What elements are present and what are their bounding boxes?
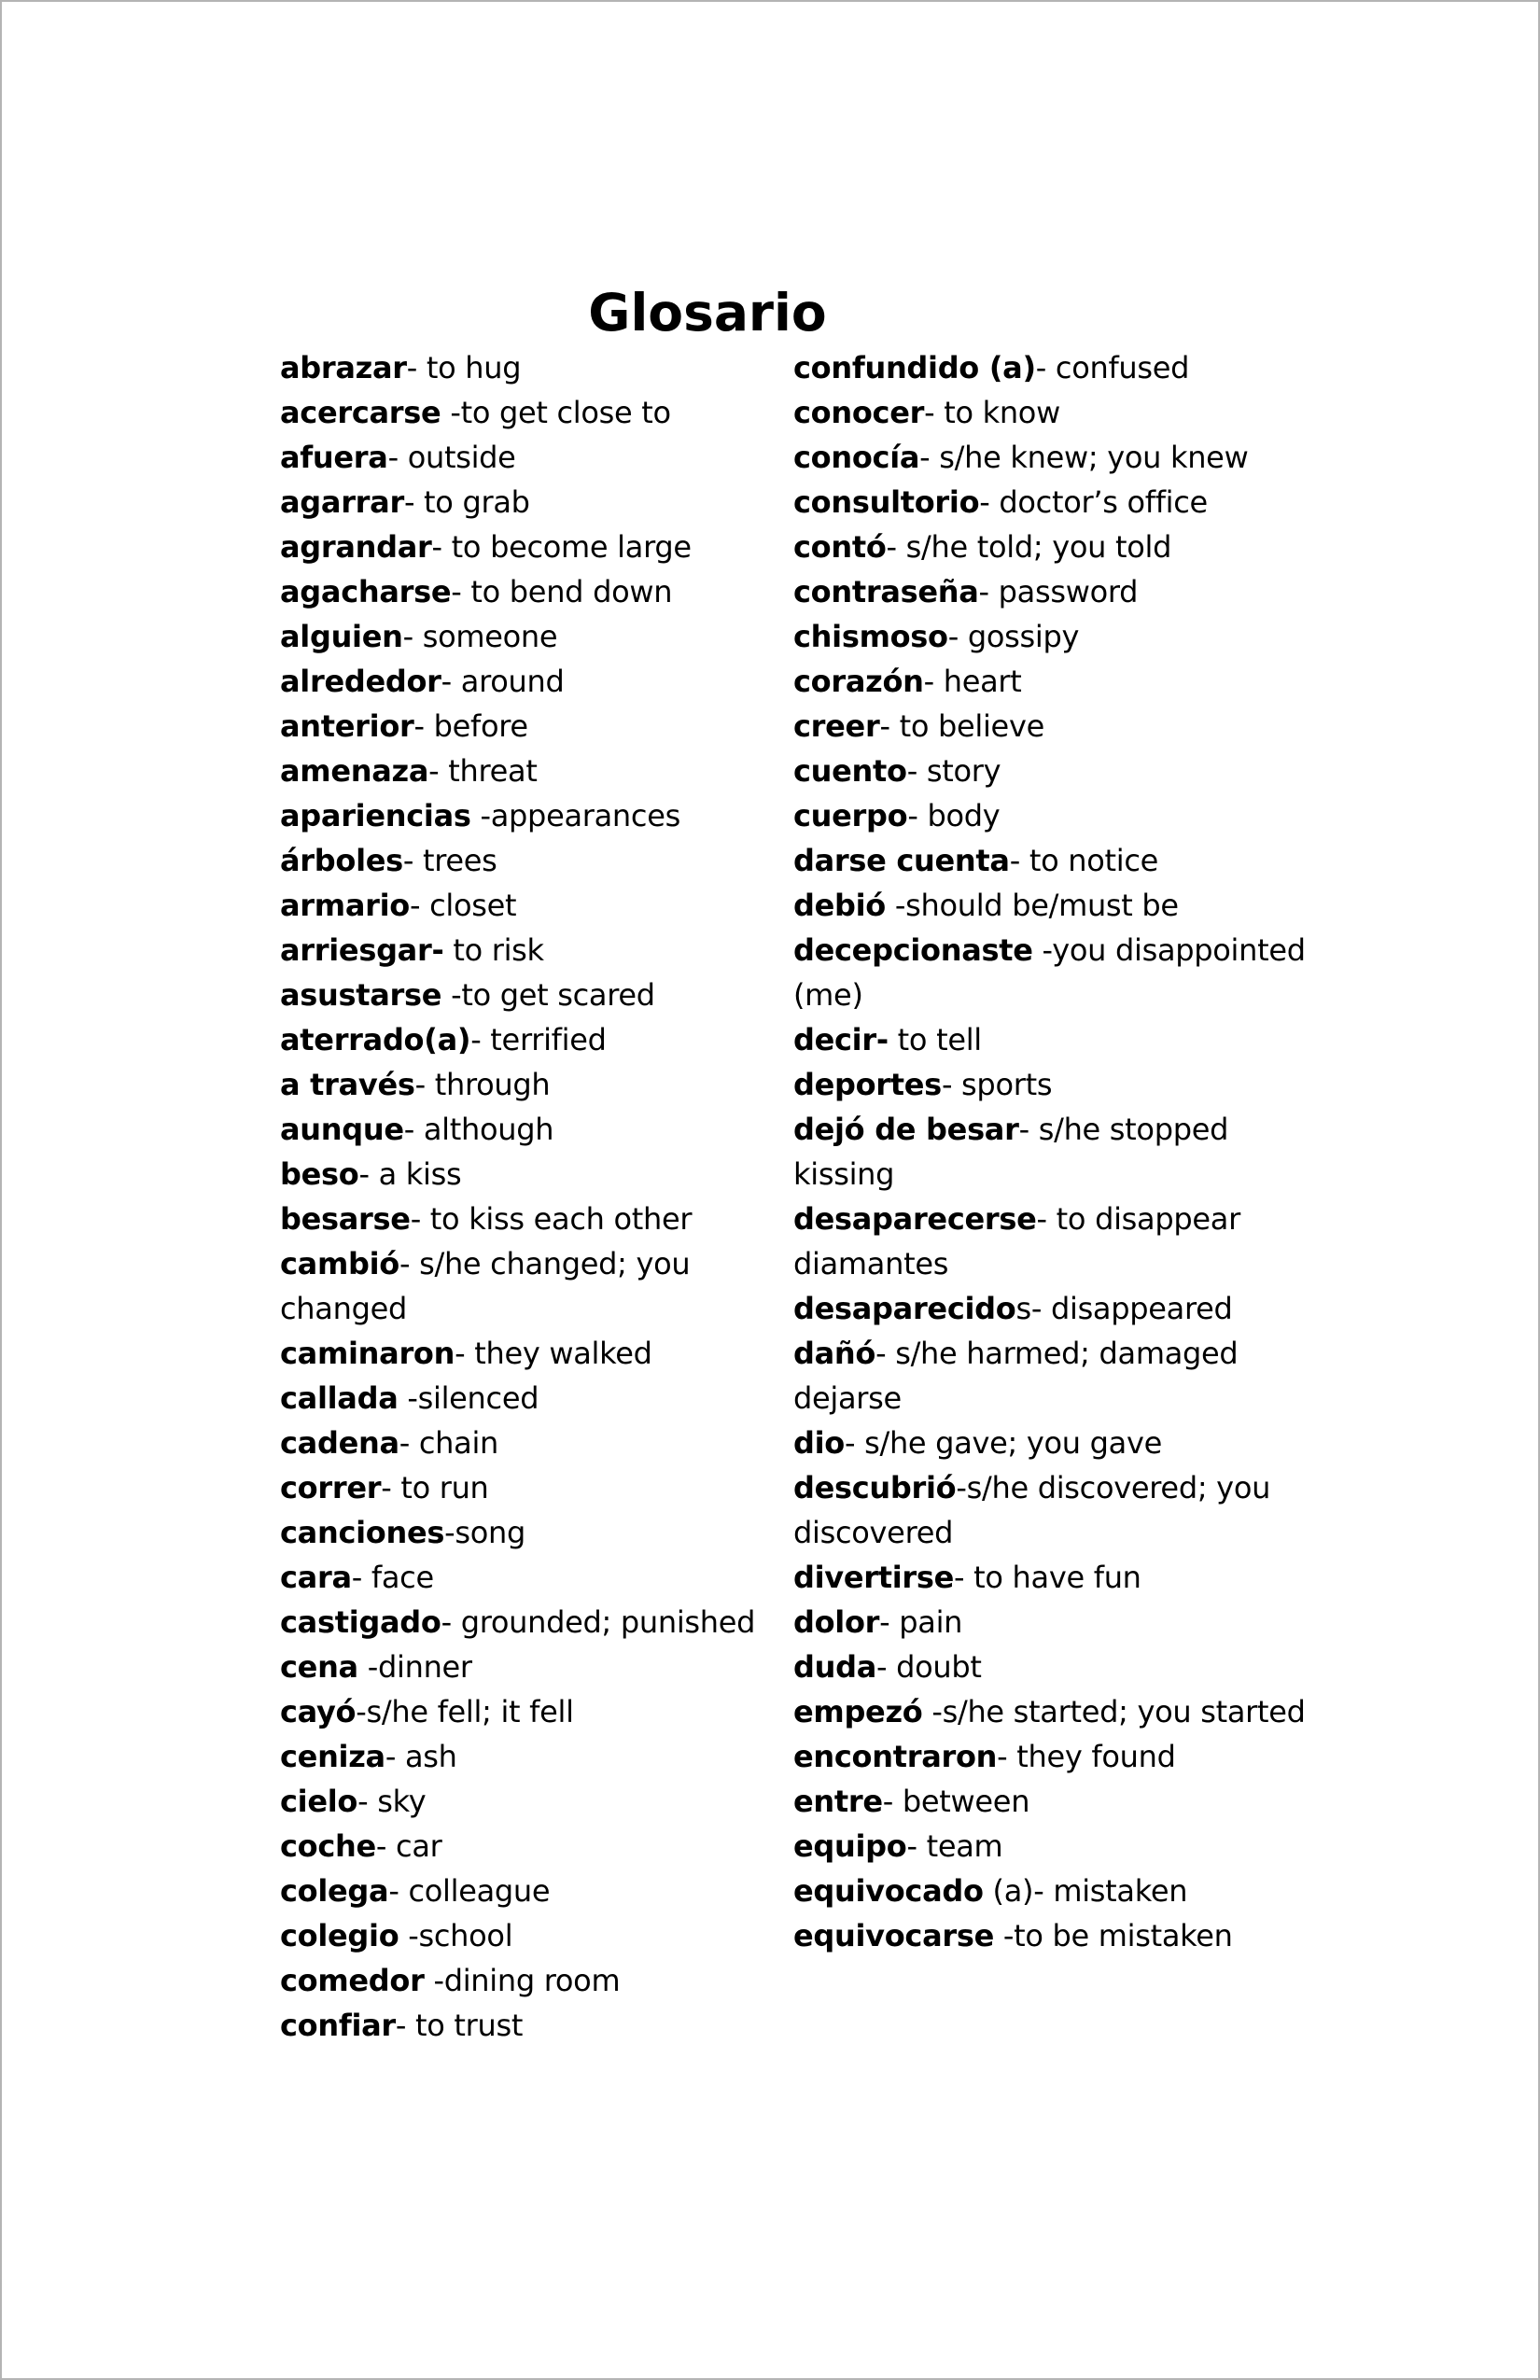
glossary-term: agacharse xyxy=(280,574,452,609)
glossary-definition: -dining room xyxy=(424,1963,621,1998)
glossary-term: dio xyxy=(793,1425,845,1461)
glossary-entry xyxy=(793,1689,1316,1734)
glossary-definition: - someone xyxy=(402,619,558,654)
glossary-definition: - story xyxy=(906,753,1001,789)
glossary-definition: - body xyxy=(907,798,1001,833)
glossary-entry xyxy=(793,1913,1316,1958)
glossary-entry xyxy=(280,1510,803,1555)
glossary-entry xyxy=(280,2003,803,2048)
glossary-term: cayó xyxy=(280,1694,357,1729)
glossary-entry xyxy=(793,480,1316,525)
glossary-definition: -s/he started; you started xyxy=(922,1694,1306,1729)
glossary-definition: - car xyxy=(375,1828,442,1864)
glossary-definition: - closet xyxy=(409,888,517,923)
glossary-definition: - they walked xyxy=(455,1336,652,1371)
glossary-term: decepcionaste xyxy=(793,932,1033,968)
glossary-entry xyxy=(280,1869,803,1913)
glossary-definition: to risk xyxy=(443,932,544,968)
glossary-definition: - to grab xyxy=(403,484,530,520)
glossary-term: equipo xyxy=(793,1828,907,1864)
glossary-entry xyxy=(280,614,803,659)
glossary-term: asustarse xyxy=(280,977,442,1013)
glossary-term: deportes xyxy=(793,1067,942,1102)
glossary-entry xyxy=(793,1555,1316,1600)
glossary-definition: -appearances xyxy=(470,798,680,833)
glossary-definition: - s/he told; you told xyxy=(886,529,1172,565)
glossary-term: conocía xyxy=(793,440,920,475)
glossary-term: desaparecido xyxy=(793,1291,1016,1326)
glossary-entry xyxy=(793,614,1316,659)
glossary-definition: - password xyxy=(978,574,1139,609)
glossary-term: duda xyxy=(793,1649,876,1685)
glossary-entry xyxy=(280,390,803,435)
glossary-entry xyxy=(793,390,1316,435)
glossary-definition: - outside xyxy=(387,440,516,475)
glossary-term: armario xyxy=(280,888,410,923)
glossary-definition: -s/he discovered; you discovered xyxy=(793,1470,1271,1550)
glossary-term: corazón xyxy=(793,664,924,699)
glossary-definition: (a)- mistaken xyxy=(983,1873,1188,1909)
glossary-entry xyxy=(793,1062,1316,1107)
glossary-definition: - s/he knew; you knew xyxy=(919,440,1249,475)
glossary-term: besarse xyxy=(280,1201,411,1237)
glossary-definition: - to notice xyxy=(1009,843,1158,878)
glossary-entry xyxy=(793,525,1316,569)
glossary-term: cuerpo xyxy=(793,798,908,833)
glossary-entry xyxy=(280,1062,803,1107)
glossary-term: coche xyxy=(280,1828,376,1864)
glossary-term: ceniza xyxy=(280,1739,385,1774)
glossary-term: dejó de besar xyxy=(793,1112,1019,1147)
glossary-definition: - through xyxy=(414,1067,551,1102)
glossary-definition: - to disappear diamantes xyxy=(793,1201,1240,1281)
glossary-term: abrazar xyxy=(280,350,407,385)
glossary-definition: - around xyxy=(441,664,565,699)
glossary-term: callada xyxy=(280,1380,399,1416)
glossary-entry xyxy=(793,1421,1316,1465)
glossary-entry xyxy=(793,1734,1316,1779)
glossary-entry xyxy=(280,793,803,838)
glossary-term: afuera xyxy=(280,440,388,475)
glossary-term: dolor xyxy=(793,1604,880,1640)
glossary-definition: - to hug xyxy=(406,350,522,385)
glossary-definition: - to run xyxy=(381,1470,489,1505)
glossary-term: dañó xyxy=(793,1336,876,1371)
glossary-term: cena xyxy=(280,1649,358,1685)
glossary-entry xyxy=(280,435,803,480)
glossary-term: agrandar xyxy=(280,529,432,565)
glossary-definition: - pain xyxy=(879,1604,963,1640)
glossary-term: equivocado xyxy=(793,1873,984,1909)
glossary-definition: - to have fun xyxy=(954,1560,1141,1595)
glossary-definition: - to kiss each other xyxy=(410,1201,693,1237)
glossary-entry xyxy=(793,345,1316,390)
glossary-term: caminaron xyxy=(280,1336,455,1371)
glossary-entry xyxy=(280,883,803,928)
glossary-column-right xyxy=(793,345,1316,1958)
glossary-term: cambió xyxy=(280,1246,399,1281)
glossary-term: acercarse xyxy=(280,395,441,430)
glossary-entry xyxy=(280,1824,803,1869)
glossary-entry xyxy=(280,345,803,390)
glossary-entry xyxy=(280,1107,803,1152)
glossary-entry xyxy=(793,928,1316,1017)
glossary-entry xyxy=(793,1824,1316,1869)
glossary-entry xyxy=(793,838,1316,883)
glossary-term: entre xyxy=(793,1784,883,1819)
glossary-term: creer xyxy=(793,708,880,744)
glossary-definition: - to bend down xyxy=(451,574,673,609)
glossary-definition: - doubt xyxy=(876,1649,982,1685)
glossary-entry xyxy=(280,659,803,704)
glossary-entry xyxy=(280,1421,803,1465)
glossary-term: empezó xyxy=(793,1694,923,1729)
glossary-definition: - trees xyxy=(402,843,497,878)
glossary-entry xyxy=(280,1376,803,1421)
glossary-definition: - to know xyxy=(924,395,1060,430)
glossary-term: decir- xyxy=(793,1022,889,1057)
glossary-entry xyxy=(280,749,803,793)
glossary-definition: - to trust xyxy=(395,2008,524,2043)
glossary-term: colega xyxy=(280,1873,389,1909)
glossary-entry xyxy=(793,435,1316,480)
glossary-definition: - confused xyxy=(1035,350,1190,385)
glossary-definition: - to believe xyxy=(879,708,1044,744)
glossary-definition: - gossipy xyxy=(947,619,1080,654)
glossary-definition: s- disappeared xyxy=(1015,1291,1233,1326)
glossary-term: chismoso xyxy=(793,619,948,654)
glossary-entry xyxy=(793,1869,1316,1913)
glossary-term: encontraron xyxy=(793,1739,998,1774)
glossary-definition: - s/he changed; you changed xyxy=(280,1246,691,1326)
glossary-term: a través xyxy=(280,1067,415,1102)
glossary-definition: - sports xyxy=(941,1067,1053,1102)
glossary-definition: to tell xyxy=(888,1022,982,1057)
glossary-definition: -silenced xyxy=(398,1380,539,1416)
glossary-term: cadena xyxy=(280,1425,399,1461)
glossary-term: consultorio xyxy=(793,484,980,520)
glossary-term: colegio xyxy=(280,1918,399,1953)
glossary-definition: - ash xyxy=(385,1739,457,1774)
glossary-term: cara xyxy=(280,1560,352,1595)
glossary-entry xyxy=(280,1331,803,1376)
glossary-entry xyxy=(280,1152,803,1197)
glossary-definition: - to become large xyxy=(431,529,692,565)
glossary-term: confundido (a) xyxy=(793,350,1036,385)
page-title: Glosario xyxy=(588,283,827,343)
glossary-term: equivocarse xyxy=(793,1918,994,1953)
glossary-entry xyxy=(280,1465,803,1510)
glossary-entry xyxy=(793,1645,1316,1689)
glossary-entry xyxy=(793,883,1316,928)
glossary-entry xyxy=(280,480,803,525)
glossary-definition: - s/he gave; you gave xyxy=(844,1425,1162,1461)
glossary-term: divertirse xyxy=(793,1560,955,1595)
glossary-term: debió xyxy=(793,888,886,923)
glossary-column-left xyxy=(280,345,803,2048)
glossary-definition: - s/he harmed; damaged dejarse xyxy=(793,1336,1239,1416)
glossary-definition: - although xyxy=(403,1112,554,1147)
glossary-entry xyxy=(280,525,803,569)
glossary-entry xyxy=(793,793,1316,838)
glossary-entry xyxy=(280,1779,803,1824)
glossary-term: cielo xyxy=(280,1784,358,1819)
glossary-definition: - grounded; punished xyxy=(441,1604,756,1640)
glossary-term: árboles xyxy=(280,843,403,878)
glossary-entry xyxy=(793,659,1316,704)
glossary-term: aterrado(a) xyxy=(280,1022,471,1057)
glossary-term: confiar xyxy=(280,2008,396,2043)
glossary-term: alguien xyxy=(280,619,403,654)
glossary-entry xyxy=(793,569,1316,614)
glossary-term: apariencias xyxy=(280,798,471,833)
glossary-term: cuento xyxy=(793,753,907,789)
glossary-term: aunque xyxy=(280,1112,404,1147)
glossary-definition: -school xyxy=(399,1918,513,1953)
glossary-entry xyxy=(280,1645,803,1689)
glossary-term: beso xyxy=(280,1156,359,1192)
glossary-entry xyxy=(280,1197,803,1241)
glossary-definition: -dinner xyxy=(357,1649,472,1685)
glossary-definition: - colleague xyxy=(388,1873,551,1909)
glossary-definition: -to get close to xyxy=(441,395,671,430)
glossary-entry xyxy=(280,973,803,1017)
glossary-entry xyxy=(793,1197,1316,1286)
glossary-term: conocer xyxy=(793,395,925,430)
glossary-definition: - before xyxy=(413,708,528,744)
glossary-entry xyxy=(793,1779,1316,1824)
glossary-entry xyxy=(280,1600,803,1645)
glossary-definition: - sky xyxy=(357,1784,427,1819)
glossary-entry xyxy=(280,1555,803,1600)
glossary-entry xyxy=(793,1465,1316,1555)
glossary-term: anterior xyxy=(280,708,414,744)
glossary-definition: -should be/must be xyxy=(885,888,1179,923)
glossary-definition: - threat xyxy=(428,753,538,789)
glossary-entry xyxy=(280,928,803,973)
glossary-definition: -you disappointed (me) xyxy=(793,932,1306,1013)
glossary-term: descubrió xyxy=(793,1470,957,1505)
glossary-term: arriesgar- xyxy=(280,932,444,968)
glossary-definition: - s/he stopped kissing xyxy=(793,1112,1229,1192)
glossary-term: contraseña xyxy=(793,574,979,609)
glossary-term: comedor xyxy=(280,1963,425,1998)
glossary-entry xyxy=(793,704,1316,749)
glossary-definition: -s/he fell; it fell xyxy=(356,1694,574,1729)
glossary-entry xyxy=(793,1107,1316,1197)
glossary-term: darse cuenta xyxy=(793,843,1010,878)
glossary-term: amenaza xyxy=(280,753,429,789)
glossary-entry xyxy=(793,1600,1316,1645)
glossary-entry xyxy=(280,704,803,749)
glossary-term: alrededor xyxy=(280,664,441,699)
glossary-definition: - they found xyxy=(997,1739,1176,1774)
glossary-entry xyxy=(280,1017,803,1062)
glossary-definition: - heart xyxy=(923,664,1022,699)
glossary-definition: -song xyxy=(444,1515,526,1550)
glossary-entry xyxy=(280,838,803,883)
glossary-entry xyxy=(280,1689,803,1734)
glossary-definition: - between xyxy=(882,1784,1030,1819)
glossary-definition: - team xyxy=(906,1828,1003,1864)
glossary-entry xyxy=(280,569,803,614)
glossary-definition: - a kiss xyxy=(358,1156,462,1192)
glossary-term: correr xyxy=(280,1470,382,1505)
glossary-entry xyxy=(793,1017,1316,1062)
glossary-entry xyxy=(280,1958,803,2003)
glossary-term: agarrar xyxy=(280,484,404,520)
glossary-definition: -to be mistaken xyxy=(994,1918,1233,1953)
glossary-entry xyxy=(280,1913,803,1958)
glossary-term: desaparecerse xyxy=(793,1201,1037,1237)
glossary-definition: -to get scared xyxy=(441,977,655,1013)
glossary-entry xyxy=(793,1286,1316,1331)
glossary-entry xyxy=(793,749,1316,793)
glossary-definition: - chain xyxy=(399,1425,499,1461)
glossary-definition: - doctor’s office xyxy=(979,484,1208,520)
glossary-term: contó xyxy=(793,529,887,565)
glossary-entry xyxy=(280,1734,803,1779)
glossary-term: canciones xyxy=(280,1515,445,1550)
glossary-entry xyxy=(793,1331,1316,1421)
glossary-definition: - terrified xyxy=(470,1022,607,1057)
glossary-definition: - face xyxy=(351,1560,434,1595)
glossary-entry xyxy=(280,1241,803,1331)
glossary-term: castigado xyxy=(280,1604,441,1640)
